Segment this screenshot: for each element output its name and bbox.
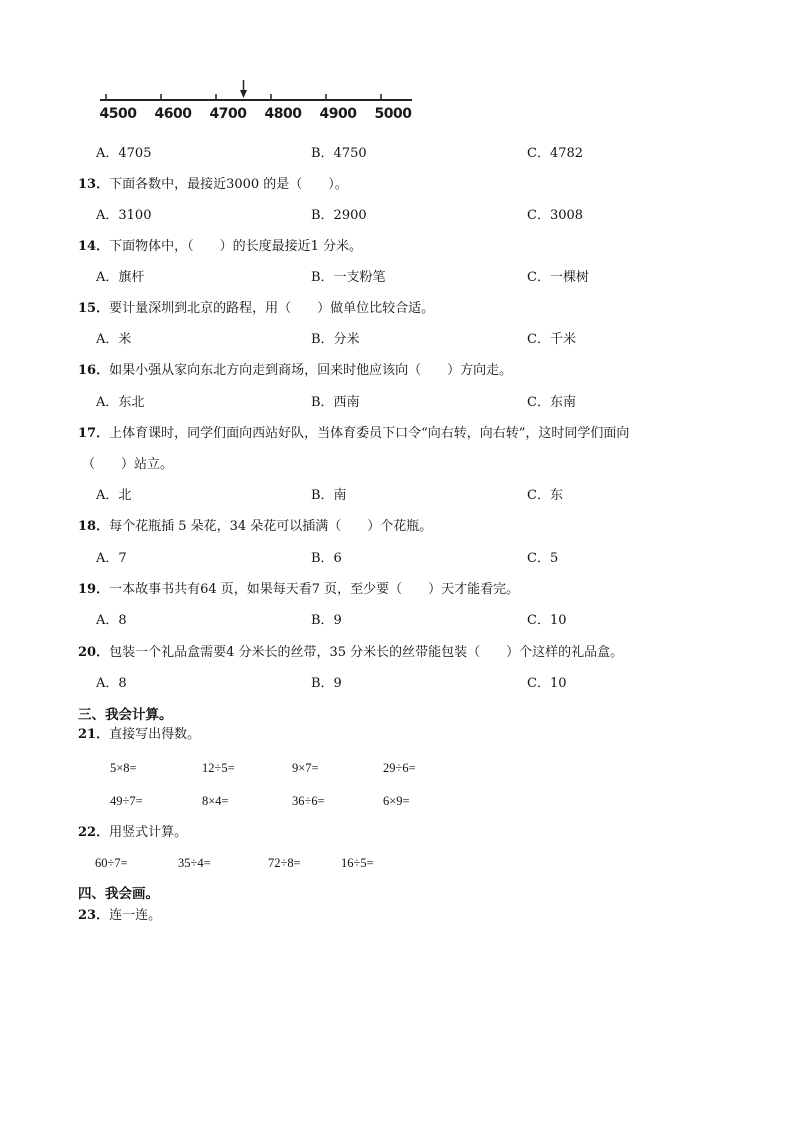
number-line-label: 4700 bbox=[209, 106, 247, 122]
question-text: 下面各数中，最接近3000 的是（ ）。 bbox=[109, 177, 348, 192]
question-17 bbox=[78, 426, 629, 442]
q18-option-c[interactable]: C．5 bbox=[527, 551, 559, 566]
question-16 bbox=[78, 363, 512, 379]
calc-item: 72÷8= bbox=[268, 856, 301, 870]
question-number: 14． bbox=[78, 239, 110, 254]
q13-option-b[interactable]: B．2900 bbox=[311, 208, 367, 223]
question-text: 连一连。 bbox=[109, 908, 162, 923]
question-text: 要计量深圳到北京的路程，用（ ）做单位比较合适。 bbox=[109, 301, 435, 316]
number-line-label: 4600 bbox=[154, 106, 192, 122]
calc-item: 35÷4= bbox=[178, 856, 211, 870]
q20-option-c[interactable]: C．10 bbox=[527, 676, 567, 691]
question-number: 13． bbox=[78, 177, 110, 192]
calc-item: 12÷5= bbox=[202, 761, 235, 775]
question-14 bbox=[78, 239, 362, 255]
question-20 bbox=[78, 645, 623, 661]
question-number: 15． bbox=[78, 301, 110, 316]
q19-option-a[interactable]: A．8 bbox=[96, 613, 127, 628]
calc-item: 60÷7= bbox=[95, 856, 128, 870]
q15-option-b[interactable]: B．分米 bbox=[311, 332, 360, 347]
question-17-continued: （ ）站立。 bbox=[82, 457, 174, 472]
question-23 bbox=[78, 908, 161, 924]
question-text: 上体育课时，同学们面向西站好队，当体育委员下口令“向右转，向右转”，这时同学们面向 bbox=[109, 426, 630, 441]
question-21 bbox=[78, 727, 200, 743]
q13-option-c[interactable]: C．3008 bbox=[527, 208, 584, 223]
calc-item: 16÷5= bbox=[341, 856, 374, 870]
q12-option-b[interactable]: B．4750 bbox=[311, 146, 367, 161]
number-line-svg bbox=[96, 78, 416, 128]
q14-option-b[interactable]: B．一支粉笔 bbox=[311, 270, 386, 285]
question-22 bbox=[78, 825, 187, 841]
number-line-arrow-icon bbox=[240, 80, 247, 98]
q14-option-a[interactable]: A．旗杆 bbox=[96, 270, 145, 285]
arrow-head bbox=[240, 90, 247, 98]
q18-option-a[interactable]: A．7 bbox=[96, 551, 127, 566]
question-18 bbox=[78, 519, 432, 535]
question-text: 一本故事书共有64 页，如果每天看7 页，至少要（ ）天才能看完。 bbox=[109, 582, 520, 597]
question-text: 直接写出得数。 bbox=[109, 727, 201, 742]
question-number: 17． bbox=[78, 426, 110, 441]
number-line-label: 5000 bbox=[374, 106, 412, 122]
q17-option-a[interactable]: A．北 bbox=[96, 488, 132, 503]
question-number: 21． bbox=[78, 727, 110, 742]
question-text: 用竖式计算。 bbox=[109, 825, 188, 840]
section-4-heading: 四、我会画。 bbox=[78, 886, 159, 902]
q12-option-a[interactable]: A．4705 bbox=[96, 146, 152, 161]
q20-option-b[interactable]: B．9 bbox=[311, 676, 342, 691]
section-3-heading: 三、我会计算。 bbox=[78, 707, 173, 723]
calc-item: 6×9= bbox=[383, 794, 410, 808]
question-number: 16． bbox=[78, 363, 110, 378]
calc-item: 36÷6= bbox=[292, 794, 325, 808]
number-line-label: 4500 bbox=[99, 106, 137, 122]
q14-option-c[interactable]: C．一棵树 bbox=[527, 270, 589, 285]
question-number: 19． bbox=[78, 582, 110, 597]
question-number: 20． bbox=[78, 645, 110, 660]
number-line-figure bbox=[96, 78, 416, 128]
question-13 bbox=[78, 177, 348, 193]
question-15 bbox=[78, 301, 434, 317]
q17-option-b[interactable]: B．南 bbox=[311, 488, 347, 503]
q16-option-c[interactable]: C．东南 bbox=[527, 395, 576, 410]
q16-option-a[interactable]: A．东北 bbox=[96, 395, 145, 410]
question-text: 每个花瓶插 5 朵花，34 朵花可以插满（ ）个花瓶。 bbox=[109, 519, 433, 534]
q18-option-b[interactable]: B．6 bbox=[311, 551, 342, 566]
number-line-label: 4900 bbox=[319, 106, 357, 122]
q20-option-a[interactable]: A．8 bbox=[96, 676, 127, 691]
question-text: 下面物体中，（ ）的长度最接近1 分米。 bbox=[109, 239, 362, 254]
q15-option-a[interactable]: A．米 bbox=[96, 332, 132, 347]
calc-item: 5×8= bbox=[110, 761, 137, 775]
question-text: 如果小强从家向东北方向走到商场，回来时他应该向（ ）方向走。 bbox=[109, 363, 513, 378]
number-line-label: 4800 bbox=[264, 106, 302, 122]
q19-option-c[interactable]: C．10 bbox=[527, 613, 567, 628]
q15-option-c[interactable]: C．千米 bbox=[527, 332, 576, 347]
q19-option-b[interactable]: B．9 bbox=[311, 613, 342, 628]
question-number: 22． bbox=[78, 825, 110, 840]
calc-item: 8×4= bbox=[202, 794, 229, 808]
q16-option-b[interactable]: B．西南 bbox=[311, 395, 360, 410]
question-number: 18． bbox=[78, 519, 110, 534]
calc-item: 49÷7= bbox=[110, 794, 143, 808]
q13-option-a[interactable]: A．3100 bbox=[96, 208, 152, 223]
question-text: 包装一个礼品盒需要4 分米长的丝带，35 分米长的丝带能包装（ ）个这样的礼品盒。 bbox=[109, 645, 624, 660]
q17-option-c[interactable]: C．东 bbox=[527, 488, 563, 503]
question-number: 23． bbox=[78, 908, 110, 923]
q12-option-c[interactable]: C．4782 bbox=[527, 146, 584, 161]
calc-item: 9×7= bbox=[292, 761, 319, 775]
question-19 bbox=[78, 582, 519, 598]
calc-item: 29÷6= bbox=[383, 761, 416, 775]
